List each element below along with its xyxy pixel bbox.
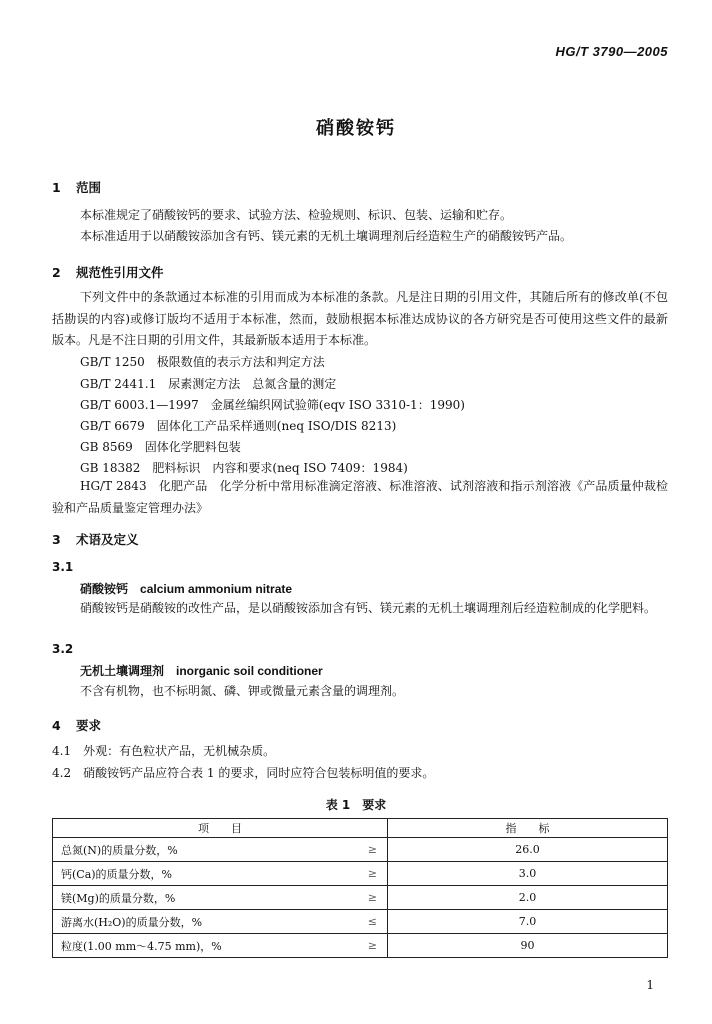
references-intro: 下列文件中的条款通过本标准的引用而成为本标准的条款。凡是注日期的引用文件，其随后所有的修改单(不包括勘误的内容)或修订版均不适用于本标准，然而，鼓励根据本标准达成协议的各方研究是否可使用这些文件的最新版本。凡是不注日期的引用文件，其最新版本适用于本标准。 bbox=[52, 290, 668, 347]
clause-4-1: 4.1 外观：有色粒状产品，无机械杂质。 bbox=[52, 744, 276, 758]
clause-4-2: 4.2 硝酸铵钙产品应符合表 1 的要求，同时应符合包装标明值的要求。 bbox=[52, 766, 435, 780]
section-title: 规范性引用文件 bbox=[76, 265, 164, 280]
reference-item: GB/T 2441.1 尿素测定方法 总氮含量的测定 bbox=[80, 377, 337, 391]
reference-item: GB 18382 肥料标识 内容和要求(neq ISO 7409：1984) bbox=[80, 461, 408, 475]
item-label: 粒度(1.00 mm～4.75 mm)，% bbox=[61, 939, 222, 953]
section-title: 要求 bbox=[76, 718, 102, 733]
table-cell-item bbox=[53, 862, 388, 886]
table-cell-value: 90 bbox=[388, 934, 668, 958]
section-3-heading bbox=[52, 530, 139, 548]
section-title: 术语及定义 bbox=[76, 532, 139, 547]
table-cell-item bbox=[53, 838, 388, 862]
section-number: 1 bbox=[52, 180, 61, 195]
table-cell-value: 2.0 bbox=[388, 886, 668, 910]
document-title: 硝酸铵钙 bbox=[316, 118, 396, 139]
column-header-item: 项 目 bbox=[53, 819, 388, 838]
reference-item: GB/T 6003.1—1997 金属丝编织网试验筛(eqv ISO 3310-1：1990) bbox=[80, 398, 465, 412]
scope-para-2: 本标准适用于以硝酸铵添加含有钙、镁元素的无机土壤调理剂后经造粒生产的硝酸铵钙产品。 bbox=[80, 229, 573, 243]
table-header-row bbox=[53, 819, 668, 838]
term-3-1-number: 3.1 bbox=[52, 560, 74, 574]
reference-item: GB 8569 固体化学肥料包装 bbox=[80, 440, 241, 454]
table-cell-value: 3.0 bbox=[388, 862, 668, 886]
reference-item: GB/T 1250 极限数值的表示方法和判定方法 bbox=[80, 355, 325, 369]
item-label: 钙(Ca)的质量分数，% bbox=[61, 867, 173, 881]
section-1-heading bbox=[52, 178, 101, 196]
item-label: 游离水(H₂O)的质量分数，% bbox=[61, 915, 203, 929]
table-cell-item bbox=[53, 934, 388, 958]
item-label: 镁(Mg)的质量分数，% bbox=[61, 891, 176, 905]
term-en: inorganic soil conditioner bbox=[176, 664, 323, 678]
requirements-table bbox=[52, 818, 668, 958]
comparison-sign: ≥ bbox=[367, 891, 377, 904]
scope-para-1: 本标准规定了硝酸铵钙的要求、试验方法、检验规则、标识、包装、运输和贮存。 bbox=[80, 208, 513, 222]
column-header-value: 指 标 bbox=[388, 819, 668, 838]
section-4-heading bbox=[52, 716, 101, 734]
page-number: 1 bbox=[646, 978, 654, 992]
term-zh: 无机土壤调理剂 bbox=[80, 664, 165, 678]
term-3-2 bbox=[80, 662, 323, 679]
term-3-2-number: 3.2 bbox=[52, 642, 74, 656]
comparison-sign: ≤ bbox=[367, 915, 377, 928]
table-row bbox=[53, 838, 668, 862]
reference-item: GB/T 6679 固体化工产品采样通则(neq ISO/DIS 8213) bbox=[80, 419, 397, 433]
comparison-sign: ≥ bbox=[367, 939, 377, 952]
term-en: calcium ammonium nitrate bbox=[140, 582, 293, 596]
table-cell-value: 7.0 bbox=[388, 910, 668, 934]
comparison-sign: ≥ bbox=[367, 867, 377, 880]
table-cell-value: 26.0 bbox=[388, 838, 668, 862]
table-cell-item bbox=[53, 886, 388, 910]
term-3-2-definition: 不含有机物，也不标明氮、磷、钾或微量元素含量的调理剂。 bbox=[80, 684, 405, 698]
term-3-1 bbox=[80, 580, 292, 597]
table-row bbox=[53, 910, 668, 934]
table-row bbox=[53, 886, 668, 910]
item-label: 总氮(N)的质量分数，% bbox=[61, 843, 178, 857]
comparison-sign: ≥ bbox=[367, 843, 377, 856]
term-zh: 硝酸铵钙 bbox=[80, 582, 129, 596]
term-3-1-definition: 硝酸铵钙是硝酸铵的改性产品，是以硝酸铵添加含有钙、镁元素的无机土壤调理剂后经造粒制成的化学肥料。 bbox=[80, 601, 657, 615]
section-number: 3 bbox=[52, 532, 61, 547]
standard-code: HG/T 3790—2005 bbox=[555, 44, 668, 59]
table-cell-item bbox=[53, 910, 388, 934]
table-row bbox=[53, 934, 668, 958]
section-number: 2 bbox=[52, 265, 61, 280]
reference-item-hg: HG/T 2843 化肥产品 化学分析中常用标准滴定溶液、标准溶液、试剂溶液和指示剂溶液《产品质量仲裁检验和产品质量鉴定管理办法》 bbox=[52, 479, 668, 515]
table-row bbox=[53, 862, 668, 886]
section-title: 范围 bbox=[76, 180, 102, 195]
section-number: 4 bbox=[52, 718, 61, 733]
table-caption: 表 1 要求 bbox=[325, 798, 387, 812]
section-2-heading bbox=[52, 263, 164, 281]
